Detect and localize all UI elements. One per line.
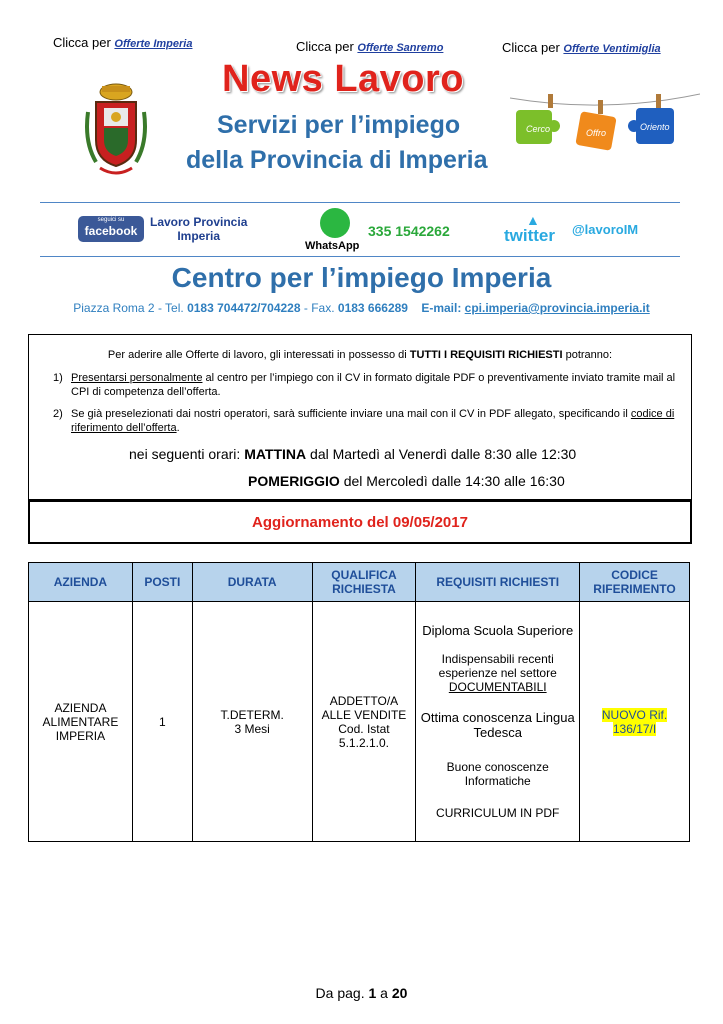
- centro-email-link[interactable]: cpi.imperia@provincia.imperia.it: [464, 301, 650, 315]
- twitter-handle[interactable]: @lavoroIM: [572, 222, 639, 237]
- codice-nuovo-badge: NUOVO Rif.: [601, 707, 668, 722]
- whatsapp-icon: [320, 208, 350, 238]
- header-posti: POSTI: [132, 563, 192, 602]
- twitter-logo: twitter: [504, 226, 555, 245]
- codice-value: 136/17/I: [612, 721, 657, 736]
- instruction-item-1: 1) Presentarsi personalmente al centro per l’impiego con il CV in formato digitale PDF o preventivamente inviato tramite mail al CPI di competenza dell’offerta.: [53, 372, 676, 398]
- cell-posti: 1: [132, 602, 192, 842]
- province-crest-icon: [80, 82, 152, 180]
- puzzle-clothesline-icon: [510, 84, 700, 164]
- facebook-small-label: seguici su: [97, 217, 125, 223]
- update-box: [28, 500, 692, 544]
- news-lavoro-title: News Lavoro: [222, 58, 465, 100]
- offerte-imperia-link[interactable]: Offerte Imperia: [114, 38, 193, 50]
- instructions-box: [28, 334, 692, 500]
- hours-afternoon: POMERIGGIO del Mercoledì dalle 14:30 alle 16:30: [248, 473, 565, 489]
- cell-codice: [580, 602, 690, 842]
- top-link-sanremo: Clicca per Offerte Sanremo: [296, 39, 444, 54]
- current-page: 1: [368, 985, 377, 1001]
- job-offers-table: [28, 562, 690, 842]
- puzzle-cerco-label: Cerco: [526, 124, 551, 134]
- table-header-row: [29, 563, 690, 602]
- whatsapp-label: WhatsApp: [305, 240, 360, 252]
- puzzle-offro-label: Offro: [586, 128, 607, 138]
- page-footer: Da pag. 1 a 20: [315, 985, 408, 1001]
- twitter-bird-icon: ▲: [526, 212, 540, 228]
- update-date: Aggiornamento del 09/05/2017: [252, 514, 468, 531]
- facebook-icon: facebook: [84, 224, 138, 238]
- cell-azienda: AZIENDA ALIMENTARE IMPERIA: [29, 602, 133, 842]
- instruction-item-2: 2) Se già preselezionati dai nostri operatori, sarà sufficiente inviare una mail con il CV in PDF allegato, specificando il codice di riferimento dell’offerta.: [53, 408, 675, 434]
- offerte-ventimiglia-link[interactable]: Offerte Ventimiglia: [563, 43, 661, 55]
- header-subtitle-1: Servizi per l’impiego: [217, 111, 461, 139]
- total-pages: 20: [391, 985, 408, 1001]
- header-subtitle-2: della Provincia di Imperia: [186, 146, 488, 174]
- centro-title: Centro per l’impiego Imperia: [171, 262, 552, 293]
- header-azienda: AZIENDA: [29, 563, 133, 602]
- offerte-sanremo-link[interactable]: Offerte Sanremo: [357, 42, 444, 54]
- top-link-ventimiglia: Clicca per Offerte Ventimiglia: [502, 40, 661, 55]
- header-divider-top: [40, 202, 680, 203]
- header-divider-bottom: [40, 256, 680, 257]
- facebook-page-name: Lavoro Provincia Imperia: [150, 215, 248, 243]
- header-durata: DURATA: [192, 563, 312, 602]
- cell-durata: T.DETERM. 3 Mesi: [192, 602, 312, 842]
- header-qualifica: QUALIFICA RICHIESTA: [312, 563, 416, 602]
- header-codice: CODICE RIFERIMENTO: [580, 563, 690, 602]
- top-link-imperia: Clicca per Offerte Imperia: [53, 35, 193, 50]
- facebook-badge[interactable]: [78, 216, 144, 242]
- table-row: [29, 602, 690, 842]
- whatsapp-number: 335 1542262: [368, 223, 450, 239]
- instructions-intro: Per aderire alle Offerte di lavoro, gli interessati in possesso di TUTTI I REQUISITI RICHIESTI potranno:: [107, 349, 613, 361]
- hours-morning: nei seguenti orari: MATTINA dal Martedì al Venerdì dalle 8:30 alle 12:30: [129, 446, 577, 462]
- cell-qualifica: ADDETTO/A ALLE VENDITE Cod. Istat 5.1.2.1.0.: [312, 602, 416, 842]
- puzzle-oriento-label: Oriento: [640, 122, 670, 132]
- centro-address: Piazza Roma 2 - Tel. 0183 704472/704228 - Fax. 0183 666289 E-mail: cpi.imperia@provincia.imperia.it: [73, 301, 650, 315]
- header-requisiti: REQUISITI RICHIESTI: [416, 563, 580, 602]
- cell-requisiti: Diploma Scuola Superiore Indispensabili recenti esperienze nel settore DOCUMENTABILI Ottima conoscenza Lingua Tedesca Buone conoscenze Informatiche CURRICULUM IN PDF: [416, 602, 580, 842]
